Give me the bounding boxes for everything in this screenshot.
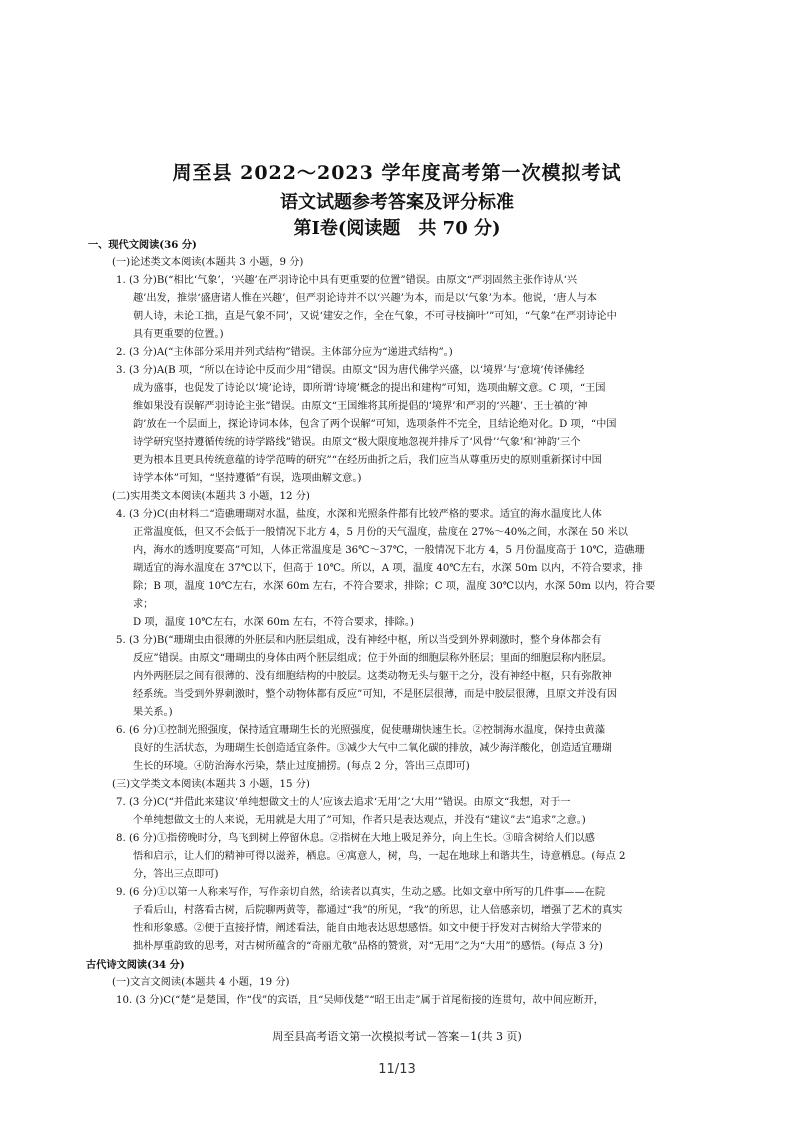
text-line: 反应”错误。由原文“珊瑚虫的身体由两个胚层组成；位于外面的细胞层称外胚层；里面的细胞层称内胚层。 <box>133 653 613 664</box>
text-line: D 项，温度 10℃左右，水深 60m 左右，不符合要求，排除。) <box>133 617 414 628</box>
text-line: (二)实用类文本阅读(本题共 3 小题，12 分) <box>112 491 310 502</box>
text-line: 更为根本且更具传统意蕴的诗学范畴的研究”“在经历曲折之后，我们应当从尊重历史的原则重新探讨中国 <box>133 455 602 466</box>
text-line: 成为盛事，也促发了诗论以‘境’论诗，即所谓‘诗境’概念的提出和建构”可知，选项曲解文意。C 项，“王国 <box>133 383 606 394</box>
text-line: (一)文言文阅读(本题共 4 小题，19 分) <box>112 977 290 988</box>
text-line: 内，海水的透明度要高”可知，人体正常温度是 36℃～37℃，一般情况下北方 4，5 月份温度高于 10℃，造礁珊 <box>133 545 645 556</box>
text-line: 内外两胚层之间有很薄的、没有细胞结构的中胶层。这类动物无头与躯干之分，没有神经中枢，只有弥散神 <box>133 671 612 682</box>
text-line: 维如果没有误解严羽诗论主张”错误。由原文“王国维将其所提倡的‘境界’和严羽的‘兴趣’、王士禛的‘神 <box>133 401 588 412</box>
answer-key-title: 语文试题参考答案及评分标准 <box>280 192 514 213</box>
section-heading: 第Ⅰ卷(阅读题 共 70 分) <box>293 218 501 239</box>
text-line: 子看后山，村落看古树，后院聊两黄等，都通过“我”的所见，“我”的所思，让人倍感亲切，增强了艺术的真实 <box>133 905 623 916</box>
text-line: 5. (3 分)B(“珊瑚虫由很薄的外胚层和内胚层组成，没有神经中枢，所以当受到外界刺激时，整个身体都会有 <box>116 635 602 646</box>
text-line: 7. (3 分)C(“并借此来建议‘单纯想做文士的人’应该去追求‘无用’之‘大用’”错误。由原文“我想，对于一 <box>116 797 571 808</box>
text-line: 趣’出发，推崇‘盛唐诸人惟在兴趣’，但严羽论诗并不以‘兴趣’为本，而是以‘气象’为本。他说，‘唐人与本 <box>133 293 597 304</box>
answer-body <box>86 236 672 1010</box>
page-number: 11/13 <box>378 1062 416 1077</box>
text-line: (三)文学类文本阅读(本题共 3 小题，15 分) <box>112 779 310 790</box>
text-line: 分，答出三点即可) <box>133 869 219 880</box>
text-line: 朝人诗，未论工拙，直是气象不同’，又说‘建安之作，全在气象，不可寻枝摘叶’”可知，“气象”在严羽诗论中 <box>133 311 617 322</box>
text-line: 经系统。当受到外界刺激时，整个动物体都有反应”可知，不是胚层很薄，而是中胶层很薄，且原文并没有因 <box>133 689 618 700</box>
text-line: 4. (3 分)C(由材料二“造礁珊瑚对水温，盐度，水深和光照条件都有比较严格的要求。适宜的海水温度比人体 <box>116 509 602 520</box>
text-line: 6. (6 分)①控制光照强度，保持适宜珊瑚生长的光照强度，促使珊瑚快速生长。②控制海水温度，保持虫黄藻 <box>116 725 606 736</box>
text-line: 诗学本体”可知，“坚持遵循”有误，选项曲解文意。) <box>133 473 362 484</box>
text-line: 瑚适宜的海水温度在 37℃以下，但高于 10℃。所以，A 项，温度 40℃左右，水深 50m 以内，不符合要求，排 <box>133 563 643 574</box>
text-line: 8. (6 分)①指傍晚时分，鸟飞到树上停留休息。②指树在大地上吸足养分，向上生长。③暗含树给人们以感 <box>116 833 595 844</box>
text-line: 一、现代文阅读(36 分) <box>88 239 197 251</box>
page-footer: 周至县高考语文第一次模拟考试－答案－1(共 3 页) <box>272 1030 522 1043</box>
text-line: 生长的环境。④防治海水污染，禁止过度捕捞。(每点 2 分，答出三点即可) <box>133 761 470 772</box>
text-line: 正常温度低，但又不会低于一般情况下北方 4，5 月份的天气温度，盐度在 27%～40%之间，水深在 50 米以 <box>133 527 628 538</box>
text-line: (一)论述类文本阅读(本题共 3 小题，9 分) <box>112 257 304 268</box>
text-line: 韵’放在一个层面上，探论诗词本体，包含了两个误解”可知，选项条件不完全，且结论绝对化。D 项，“中国 <box>133 419 617 430</box>
text-line: 个单纯想做文士的人来说，无用就是大用了”可知，作者只是表达观点，并没有“建议”去“追求”之意。) <box>133 815 586 826</box>
text-line: 1. (3 分)B(“相比‘气象’，‘兴趣’在严羽诗论中具有更重要的位置”错误。由原文“严羽固然主张作诗从‘兴 <box>116 275 578 286</box>
text-line: 果关系。) <box>133 707 173 718</box>
text-line: 性和形象感。②便于直接抒情，阐述看法，能自由地表达思想感悟。如文中便于抒发对古树给大学带来的 <box>133 923 602 934</box>
text-line: 3. (3 分)A(B 项，“所以在诗论中反而少用”错误。由原文“因为唐代佛学兴盛，以‘境界’与‘意境’传译佛经 <box>116 365 585 376</box>
exam-title: 周至县 2022～2023 学年度高考第一次模拟考试 <box>172 162 622 184</box>
text-line: 除；B 项，温度 10℃左右，水深 60m 左右，不符合要求，排除；C 项，温度 30℃以内，水深 50m 以内，符合要求； <box>133 581 656 610</box>
text-line: 悟和启示，让人们的精神可得以滋养，栖息。④寓意人，树，鸟，一起在地球上和谐共生，诗意栖息。(每点 2 <box>133 851 626 862</box>
text-line: 古代诗文阅读(34 分) <box>86 959 185 971</box>
text-line: 良好的生活状态，为珊瑚生长创造适宜条件。③减少大气中二氧化碳的排放，减少海洋酸化，创造适宜珊瑚 <box>133 743 612 754</box>
text-line: 诗学研究坚持遵循传统的诗学路线”错误。由原文“极大限度地忽视并排斥了‘风骨’‘气象’和‘神韵’三个 <box>133 437 581 448</box>
text-line: 2. (3 分)A(“主体部分采用并列式结构”错误。主体部分应为“递进式结构”。) <box>116 347 453 358</box>
text-line: 10. (3 分)C(“楚”是楚国，作“伐”的宾语，且“吴师伐楚”“昭王出走”属于首尾衔接的连贯句，故中间应断开， <box>116 995 604 1006</box>
text-line: 9. (6 分)①以第一人称来写作，写作亲切自然，给读者以真实，生动之感。比如文章中所写的几件事——在院 <box>116 887 606 898</box>
text-line: 拙朴厚重韵致的思考，对古树所蕴含的“奇丽尤敬”品格的赞赏，对“无用”之为“大用”的感悟。(每点 3 分) <box>133 941 603 952</box>
text-line: 具有更重要的位置。) <box>133 329 224 340</box>
